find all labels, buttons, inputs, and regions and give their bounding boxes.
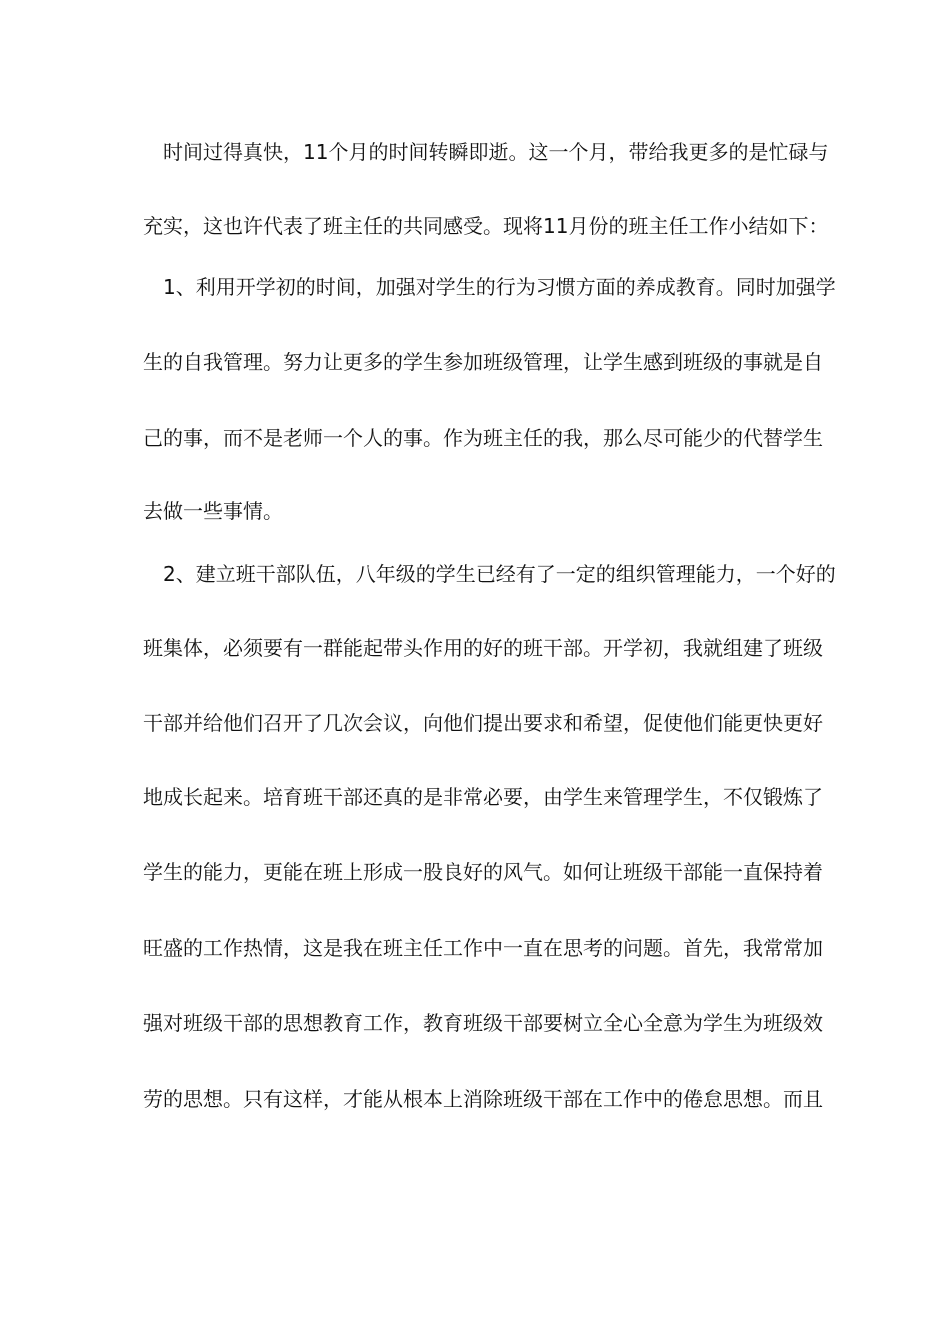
text-line: [0, 628, 950, 668]
paragraph-text: 地成长起来。培育班干部还真的是非常必要，由学生来管理学生，不仅锻炼了: [143, 785, 823, 809]
paragraph-text: 劳的思想。只有这样，才能从根本上消除班级干部在工作中的倦怠思想。而且: [143, 1087, 823, 1111]
text-line: [0, 1003, 950, 1043]
paragraph-text: 充实，这也许代表了班主任的共同感受。现将11月份的班主任工作小结如下：: [143, 214, 829, 238]
paragraph-text: 旺盛的工作热情，这是我在班主任工作中一直在思考的问题。首先，我常常加: [143, 936, 823, 960]
paragraph-text: 时间过得真快，11个月的时间转瞬即逝。这一个月，带给我更多的是忙碌与: [163, 140, 829, 164]
text-line: [0, 491, 950, 531]
paragraph-text: 学生的能力，更能在班上形成一股良好的风气。如何让班级干部能一直保持着: [143, 860, 823, 884]
text-line: [0, 1079, 950, 1119]
paragraph-text: 生的自我管理。努力让更多的学生参加班级管理，让学生感到班级的事就是自: [143, 350, 823, 374]
text-line: [0, 777, 950, 817]
paragraph-text: 己的事，而不是老师一个人的事。作为班主任的我，那么尽可能少的代替学生: [143, 426, 823, 450]
text-line: [0, 267, 950, 307]
paragraph-text: 强对班级干部的思想教育工作，教育班级干部要树立全心全意为学生为班级效: [143, 1011, 823, 1035]
text-line: [0, 342, 950, 382]
paragraph-text: 去做一些事情。: [143, 499, 283, 523]
text-line: [0, 418, 950, 458]
paragraph-text: 1、利用开学初的时间，加强对学生的行为习惯方面的养成教育。同时加强学: [163, 275, 836, 299]
text-line: [0, 206, 950, 246]
paragraph-text: 班集体，必须要有一群能起带头作用的好的班干部。开学初，我就组建了班级: [143, 636, 823, 660]
text-line: [0, 703, 950, 743]
paragraph-text: 干部并给他们召开了几次会议，向他们提出要求和希望，促使他们能更快更好: [143, 711, 823, 735]
text-line: [0, 928, 950, 968]
text-line: [0, 554, 950, 594]
text-line: [0, 132, 950, 172]
paragraph-text: 2、建立班干部队伍，八年级的学生已经有了一定的组织管理能力，一个好的: [163, 562, 836, 586]
text-line: [0, 852, 950, 892]
